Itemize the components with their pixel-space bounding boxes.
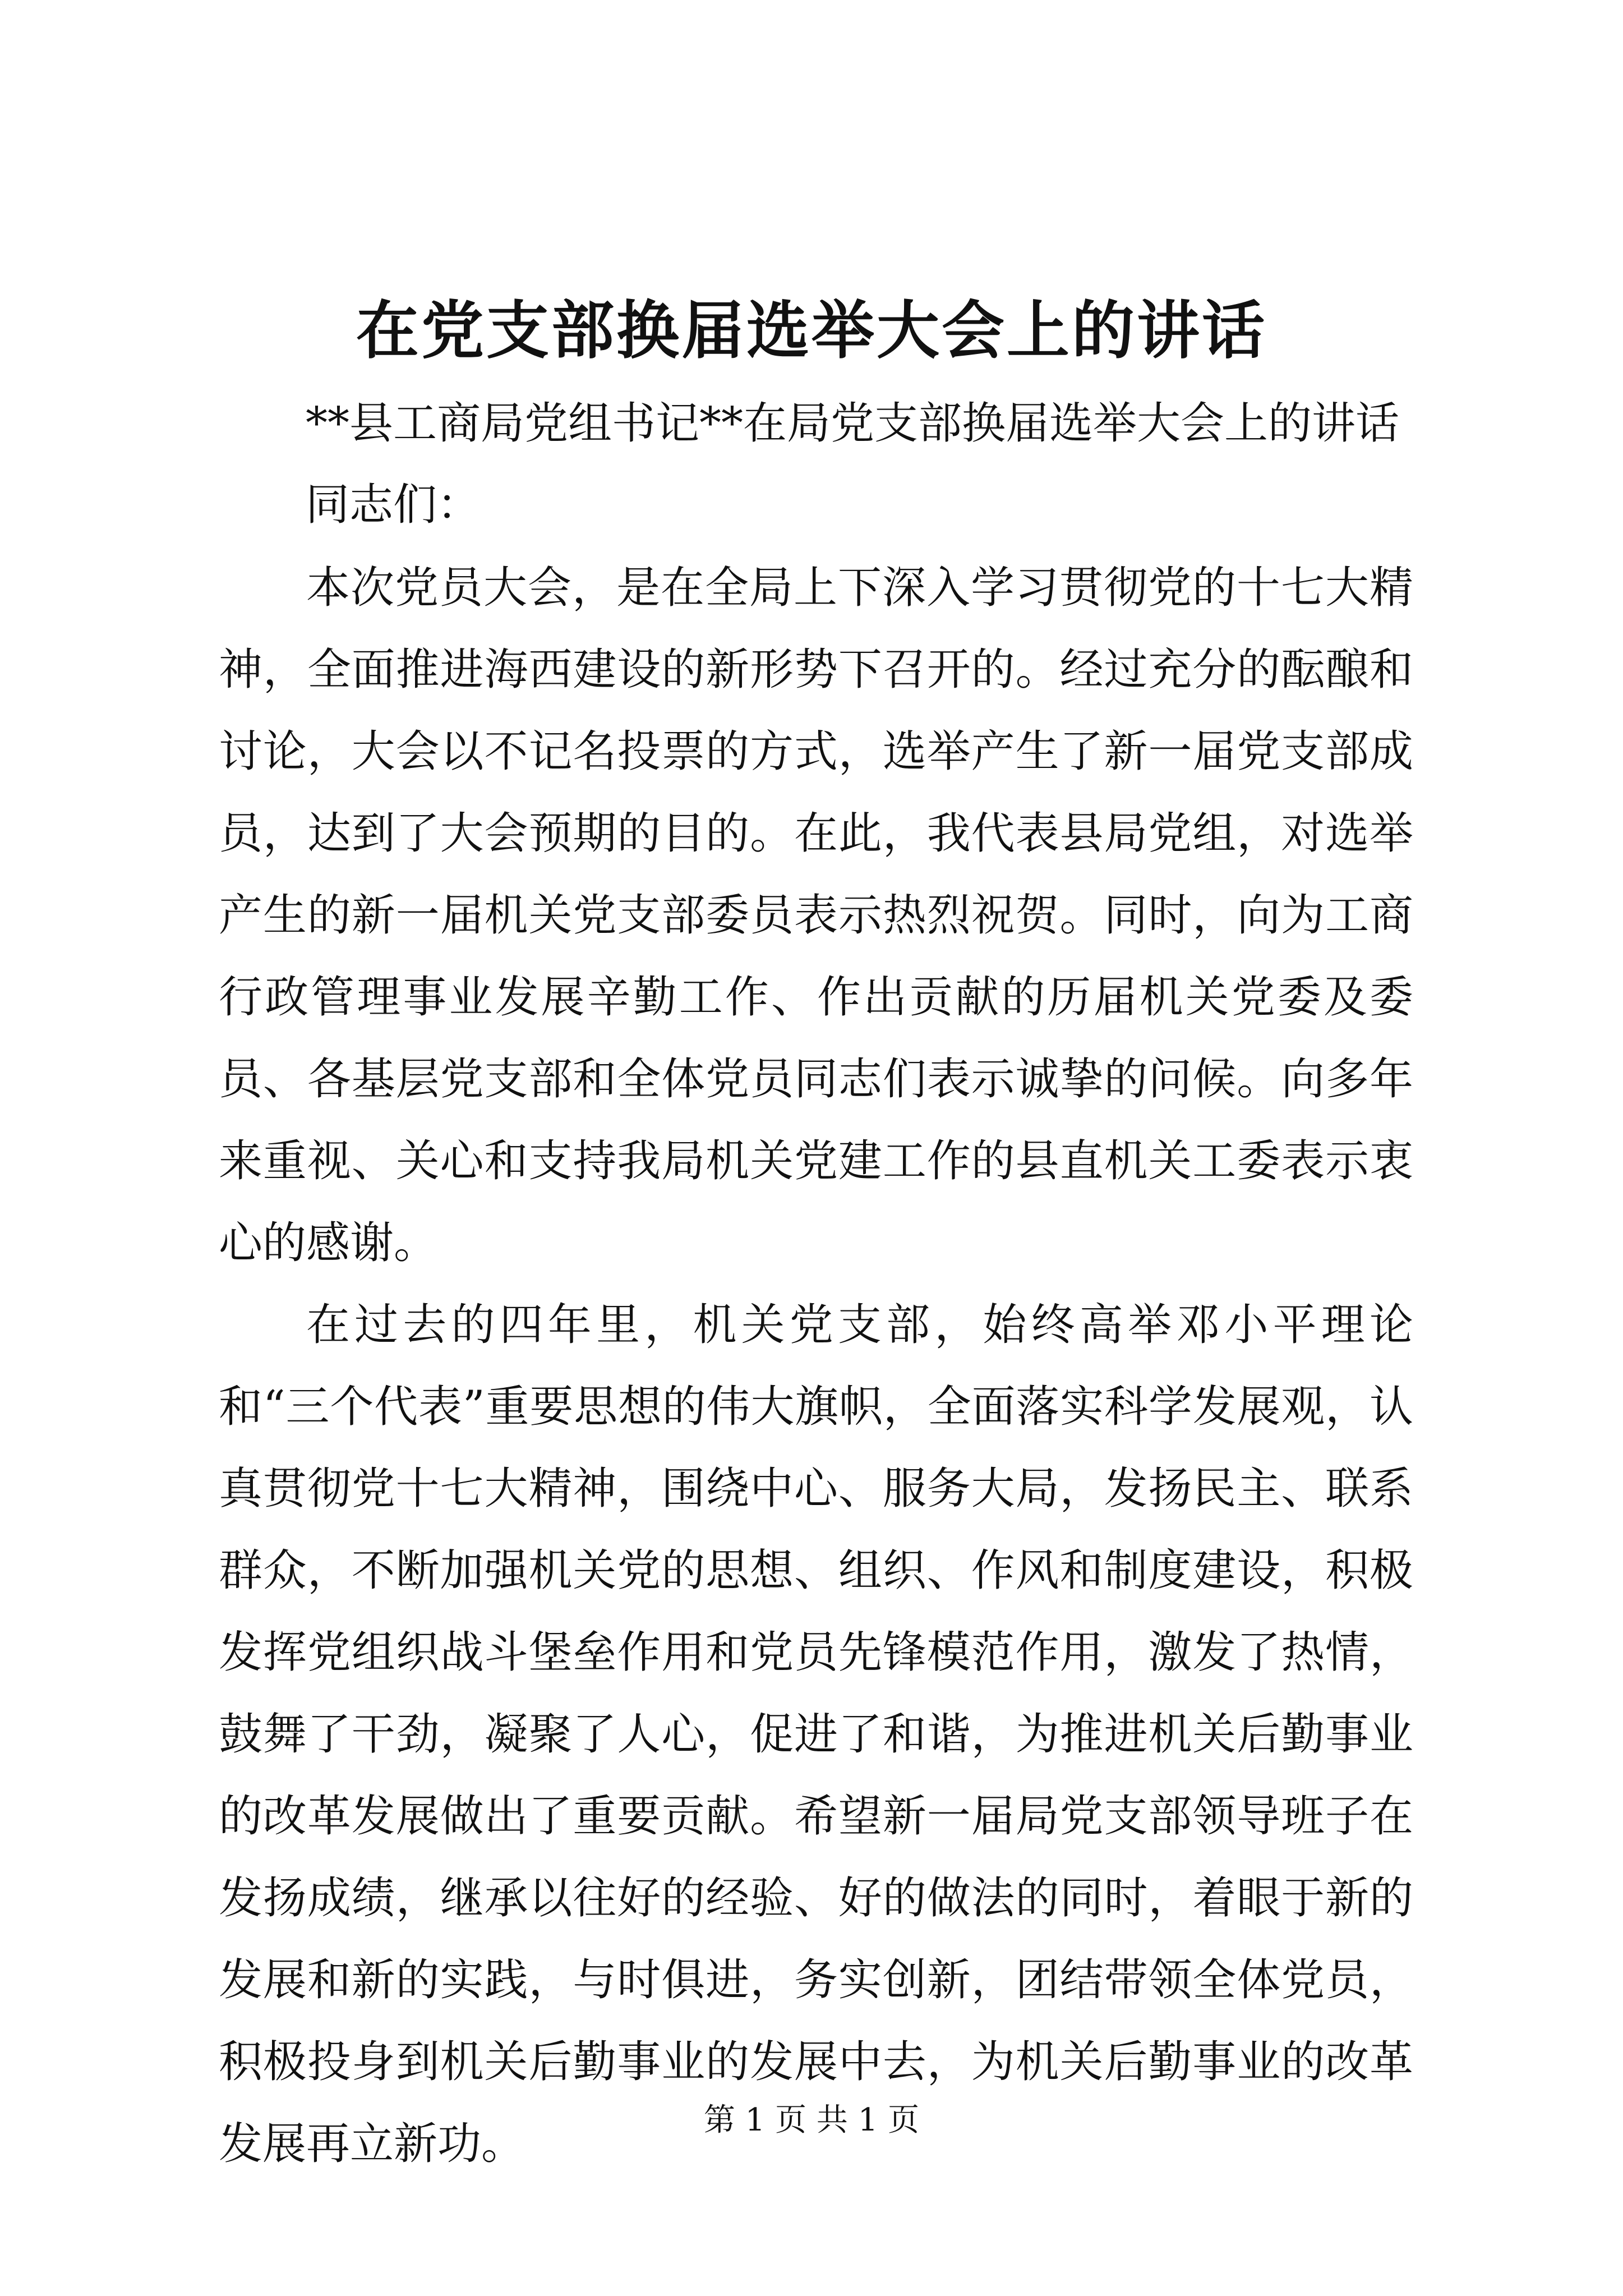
document-body [219, 547, 1413, 2185]
page-footer: 第 1 页 共 1 页 [703, 2102, 920, 2138]
document-title: 在党支部换届选举大会上的讲话 [356, 294, 1267, 367]
paragraph: 在过去的四年里，机关党支部，始终高举邓小平理论和“三个代表”重要思想的伟大旗帜，全面落实科学发展观，认真贯彻党十七大精神，围绕中心、服务大局，发扬民主、联系群众，不断加强机关党的思想、组织、作风和制度建设，积极发挥党组织战斗堡垒作用和党员先锋模范作用，激发了热情，鼓舞了干劲，凝聚了人心，促进了和谐，为推进机关后勤事业的改革发展做出了重要贡献。希望新一届局党支部领导班子在发扬成绩，继承以往好的经验、好的做法的同时，着眼于新的发展和新的实践，与时俱进，务实创新，团结带领全体党员，积极投身到机关后勤事业的发展中去，为机关后勤事业的改革发展再立新功。 [219, 1300, 1413, 2169]
salutation: 同志们： [306, 480, 481, 530]
paragraph: 本次党员大会，是在全局上下深入学习贯彻党的十七大精神，全面推进海西建设的新形势下召开的。经过充分的酝酿和讨论，大会以不记名投票的方式，选举产生了新一届党支部成员，达到了大会预期的目的。在此，我代表县局党组，对选举产生的新一届机关党支部委员表示热烈祝贺。同时，向为工商行政管理事业发展辛勤工作、作出贡献的历届机关党委及委员、各基层党支部和全体党员同志们表示诚挚的问候。向多年来重视、关心和支持我局机关党建工作的县直机关工委表示衷心的感谢。 [219, 563, 1413, 1268]
document-subtitle: **县工商局党组书记**在局党支部换届选举大会上的讲话 [306, 398, 1400, 449]
